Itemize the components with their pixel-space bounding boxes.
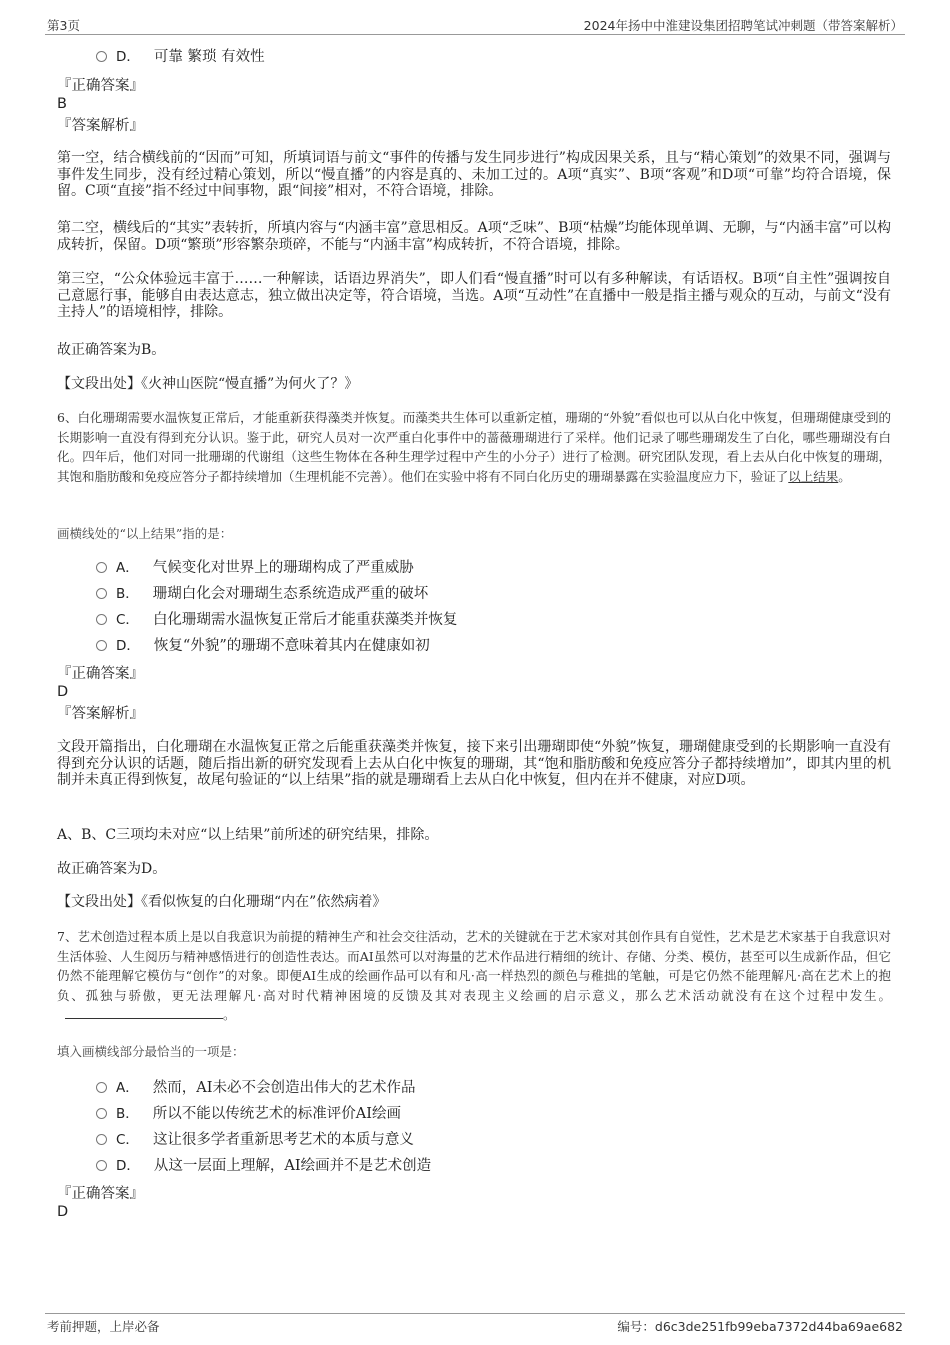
q6-source: 【文段出处】《看似恢复的白化珊瑚“内在”依然病着》 (57, 894, 387, 910)
q7-prompt: 填入画横线部分最恰当的一项是： (57, 1044, 245, 1059)
document-title: 2024年扬中中淮建设集团招聘笔试冲刺题（带答案解析） (583, 18, 903, 33)
q6-option-b[interactable]: B． 珊瑚白化会对珊瑚生态系统造成严重的破坏 (96, 584, 428, 604)
q7-stem: 7、艺术创造过程本质上是以自我意识为前提的精神生产和社会交往活动，艺术的关键就在于艺术家对其创作具有自觉性，艺术是艺术家基于自我意识对生活体验、人生阅历与精神感悟进行的创造性表达。而AI虽然可以对海量的艺术作品进行精细的统计、存储、分类、模仿，甚至可以生成新作品，但它仍然不能理解它模仿与“创作”的对象。即便AI生成的绘画作品可以有和凡·高一样热烈的颜色与稚拙的笔触，可是它仍然不能理解凡·高在艺术上的抱负、孤独与骄傲，更无法理解凡·高对时代精神困境的反馈及其对表现主义绘画的启示意义，那么艺术活动就没有在这个过程中发生。。 (57, 929, 891, 1023)
radio-icon[interactable] (96, 51, 107, 62)
radio-icon[interactable] (96, 640, 107, 651)
page-footer (45, 1313, 905, 1336)
q7-answer-label: 『正确答案』 (57, 1186, 144, 1202)
q7-option-a[interactable]: A． 然而，AI未必不会创造出伟大的艺术作品 (96, 1078, 415, 1098)
q7-option-b[interactable]: B． 所以不能以传统艺术的标准评价AI绘画 (96, 1104, 401, 1124)
q5-answer: B (57, 96, 67, 112)
radio-icon[interactable] (96, 588, 107, 599)
q6-answer: D (57, 684, 69, 700)
q6-option-a[interactable]: A． 气候变化对世界上的珊瑚构成了严重威胁 (96, 558, 414, 578)
q6-stem: 6、白化珊瑚需要水温恢复正常后，才能重新获得藻类并恢复。而藻类共生体可以重新定植，珊瑚的“外貌”看似也可以从白化中恢复，但珊瑚健康受到的长期影响一直没有得到充分认识。鉴于此，研究人员对一次严重白化事件中的蔷薇珊瑚进行了采样。他们记录了哪些珊瑚发生了白化，哪些珊瑚没有白化。四年后，他们对同一批珊瑚的代谢组（这些生物体在各种生理学过程中产生的小分子）进行了检测。研究团队发现，看上去从白化中恢复的珊瑚，其饱和脂肪酸和免疫应答分子都持续增加（生理机能不完善）。他们在实验中将有不同白化历史的珊瑚暴露在实验温度应力下，验证了以上结果。 (57, 410, 891, 484)
q6-option-c[interactable]: C． 白化珊瑚需水温恢复正常后才能重获藻类并恢复 (96, 610, 457, 630)
q5-option-d[interactable]: D． 可靠 繁琐 有效性 (96, 47, 265, 67)
radio-icon[interactable] (96, 1082, 107, 1093)
page-number: 第3页 (47, 18, 80, 33)
q5-source: 【文段出处】《火神山医院“慢直播”为何火了？》 (57, 376, 359, 392)
q5-analysis-paragraph-3: 第三空，“公众体验远丰富于……一种解读，话语边界消失”，即人们看“慢直播”时可以有多种解读，有话语权。B项“自主性”强调按自己意愿行事，能够自由表达意志，独立做出决定等，符合语境，当选。A项“互动性”在直播中一般是指主播与观众的互动，与前文“没有主持人”的语境相悖，排除。 (57, 271, 891, 320)
q6-analysis-label: 『答案解析』 (57, 706, 144, 722)
q5-answer-label: 『正确答案』 (57, 78, 144, 94)
document-id: 编号：d6c3de251fb99eba7372d44ba69ae682 (617, 1319, 903, 1334)
q6-option-d[interactable]: D． 恢复“外貌”的珊瑚不意味着其内在健康如初 (96, 636, 430, 656)
q7-option-d[interactable]: D． 从这一层面上理解，AI绘画并不是艺术创造 (96, 1156, 431, 1176)
q6-conclusion: 故正确答案为D。 (57, 861, 167, 877)
q6-prompt: 画横线处的“以上结果”指的是： (57, 526, 233, 541)
q7-option-c[interactable]: C． 这让很多学者重新思考艺术的本质与意义 (96, 1130, 414, 1150)
radio-icon[interactable] (96, 1108, 107, 1119)
q6-analysis-paragraph: 文段开篇指出，白化珊瑚在水温恢复正常之后能重获藻类并恢复，接下来引出珊瑚即使“外貌”恢复，珊瑚健康受到的长期影响一直没有得到充分认识的话题，随后指出新的研究发现看上去从白化中恢复的珊瑚，其“饱和脂肪酸和免疫应答分子都持续增加”，即其内里的机制并未真正得到恢复，故尾句验证的“以上结果”指的就是珊瑚看上去从白化中恢复，但内在并不健康，对应D项。 (57, 739, 891, 788)
fill-blank-line (65, 1006, 223, 1019)
q6-underlined-phrase: 以上结果 (788, 468, 839, 484)
radio-icon[interactable] (96, 614, 107, 625)
radio-icon[interactable] (96, 1160, 107, 1171)
q6-answer-label: 『正确答案』 (57, 666, 144, 682)
q5-analysis-paragraph-1: 第一空，结合横线前的“因而”可知，所填词语与前文“事件的传播与发生同步进行”构成因果关系，且与“精心策划”的效果不同，强调与事件发生同步，没有经过精心策划，所以“慢直播”的内容是真的、未加工过的。A项“真实”、B项“客观”和D项“可靠”均符合语境，保留。C项“直接”指不经过中间事物，跟“间接”相对，不符合语境，排除。 (57, 150, 891, 199)
radio-icon[interactable] (96, 562, 107, 573)
page-header (45, 14, 905, 35)
q5-analysis-label: 『答案解析』 (57, 118, 144, 134)
q7-answer: D (57, 1204, 69, 1220)
q6-note: A、B、C三项均未对应“以上结果”前所述的研究结果，排除。 (57, 827, 439, 843)
footer-slogan: 考前押题，上岸必备 (47, 1319, 160, 1334)
q5-conclusion: 故正确答案为B。 (57, 342, 166, 358)
radio-icon[interactable] (96, 1134, 107, 1145)
q5-analysis-paragraph-2: 第二空，横线后的“其实”表转折，所填内容与“内涵丰富”意思相反。A项“乏味”、B项“枯燥”均能体现单调、无聊，与“内涵丰富”可以构成转折，保留。D项“繁琐”形容繁杂琐碎，不能与“内涵丰富”构成转折，不符合语境，排除。 (57, 220, 891, 253)
